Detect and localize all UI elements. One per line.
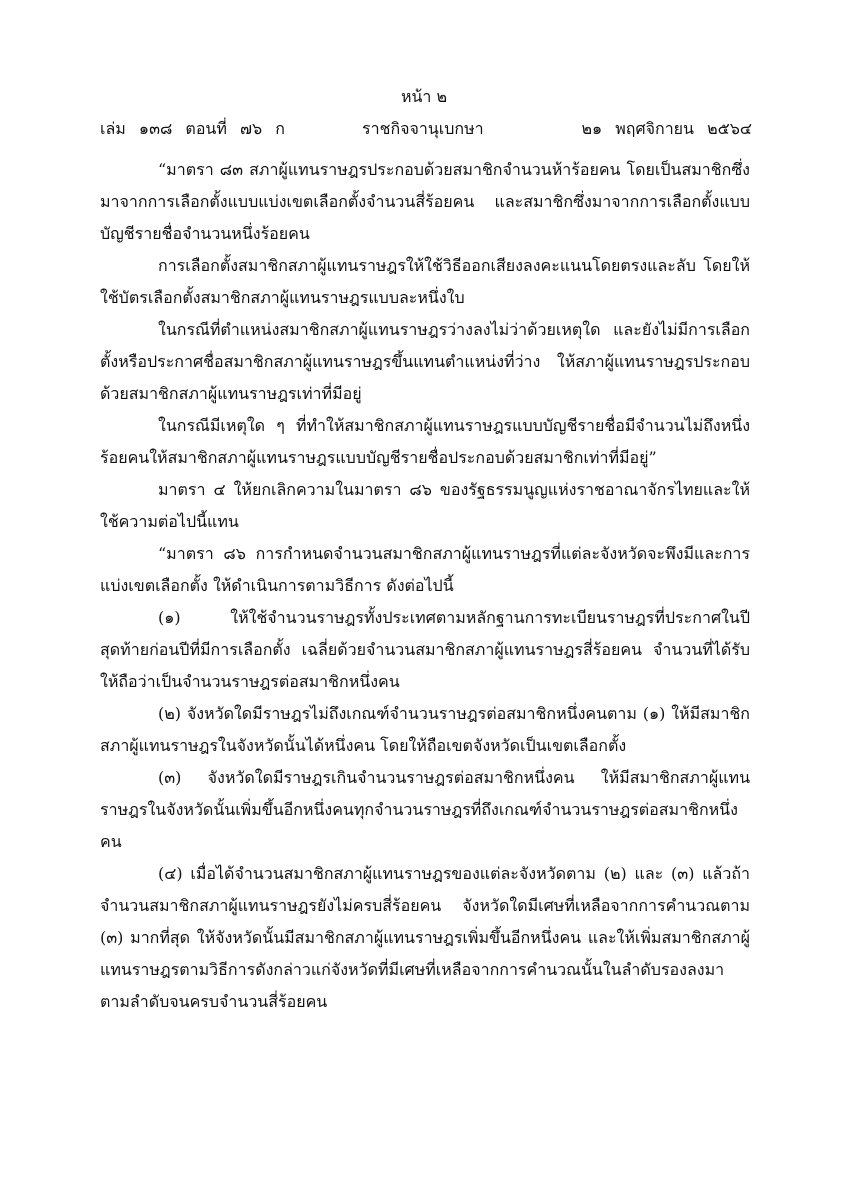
paragraph-vacancy: ในกรณีที่ตำแหน่งสมาชิกสภาผู้แทนราษฎรว่างลงไม่ว่าด้วยเหตุใด และยังไม่มีการเลือกตั้งหรือประกาศชื่อสมาชิกสภาผู้แทนราษฎรขึ้นแทนตำแหน่งที่ว่าง ให้สภาผู้แทนราษฎรประกอบด้วยสมาชิกสภาผู้แทนราษฎรเท่าที่มีอยู่ — [100, 320, 750, 403]
paragraph-item-1: (๑) ให้ใช้จำนวนราษฎรทั้งประเทศตามหลักฐานการทะเบียนราษฎรที่ประกาศในปีสุดท้ายก่อนปีที่มีการเลือกตั้ง เฉลี่ยด้วยจำนวนสมาชิกสภาผู้แทนราษฎรสี่ร้อยคน จำนวนที่ได้รับให้ถือว่าเป็นจำนวนราษฎรต่อสมาชิกหนึ่งคน — [100, 608, 750, 691]
paragraph-section-83: “มาตรา ๘๓ สภาผู้แทนราษฎรประกอบด้วยสมาชิกจำนวนห้าร้อยคน โดยเป็นสมาชิกซึ่งมาจากการเลือกตั้งแบบแบ่งเขตเลือกตั้งจำนวนสี่ร้อยคน และสมาชิกซึ่งมาจากการเลือกตั้งแบบบัญชีรายชื่อจำนวนหนึ่งร้อยคน — [100, 160, 750, 243]
paragraph-section-4: มาตรา ๔ ให้ยกเลิกความในมาตรา ๘๖ ของรัฐธรรมนูญแห่งราชอาณาจักรไทยและให้ใช้ความต่อไปนี้แทน — [100, 480, 750, 531]
paragraph-section-86: “มาตรา ๘๖ การกำหนดจำนวนสมาชิกสภาผู้แทนราษฎรที่แต่ละจังหวัดจะพึงมีและการแบ่งเขตเลือกตั้ง ให้ดำเนินการตามวิธีการ ดังต่อไปนี้ — [100, 544, 750, 595]
page-number: หน้า ๒ — [400, 87, 448, 106]
paragraph-item-4: (๔) เมื่อได้จำนวนสมาชิกสภาผู้แทนราษฎรของแต่ละจังหวัดตาม (๒) และ (๓) แล้วถ้าจำนวนสมาชิกสภาผู้แทนราษฎรยังไม่ครบสี่ร้อยคน จังหวัดใดมีเศษที่เหลือจากการคำนวณตาม (๓) มากที่สุด ให้จังหวัดนั้นมีสมาชิกสภาผู้แทนราษฎรเพิ่มขึ้นอีกหนึ่งคน และให้เพิ่มสมาชิกสภาผู้แทนราษฎรตามวิธีการดังกล่าวแก่จังหวัดที่มีเศษที่เหลือจากการคำนวณนั้นในลำดับรองลงมาตามลำดับจนครบจำนวนสี่ร้อยคน — [100, 864, 750, 1011]
gazette-title: ราชกิจจานุเบกษา — [362, 119, 484, 138]
paragraph-item-2: (๒) จังหวัดใดมีราษฎรไม่ถึงเกณฑ์จำนวนราษฎรต่อสมาชิกหนึ่งคนตาม (๑) ให้มีสมาชิกสภาผู้แทนราษฎรในจังหวัดนั้นได้หนึ่งคน โดยให้ถือเขตจังหวัดเป็นเขตเลือกตั้ง — [100, 704, 750, 755]
running-header — [100, 117, 752, 141]
publication-date: ๒๑ พฤศจิกายน ๒๕๖๔ — [581, 119, 752, 138]
document-body — [100, 154, 750, 1018]
paragraph-item-3: (๓) จังหวัดใดมีราษฎรเกินจำนวนราษฎรต่อสมาชิกหนึ่งคน ให้มีสมาชิกสภาผู้แทนราษฎรในจังหวัดนั้นเพิ่มขึ้นอีกหนึ่งคนทุกจำนวนราษฎรที่ถึงเกณฑ์จำนวนราษฎรต่อสมาชิกหนึ่งคน — [100, 768, 750, 851]
paragraph-party-list-shortfall: ในกรณีมีเหตุใด ๆ ที่ทำให้สมาชิกสภาผู้แทนราษฎรแบบบัญชีรายชื่อมีจำนวนไม่ถึงหนึ่งร้อยคนให้สมาชิกสภาผู้แทนราษฎรแบบบัญชีรายชื่อประกอบด้วยสมาชิกเท่าที่มีอยู่” — [100, 416, 750, 467]
paragraph-election-method: การเลือกตั้งสมาชิกสภาผู้แทนราษฎรให้ใช้วิธีออกเสียงลงคะแนนโดยตรงและลับ โดยให้ใช้บัตรเลือกตั้งสมาชิกสภาผู้แทนราษฎรแบบละหนึ่งใบ — [100, 256, 750, 307]
volume-issue: เล่ม ๑๓๘ ตอนที่ ๗๖ ก — [100, 119, 285, 138]
